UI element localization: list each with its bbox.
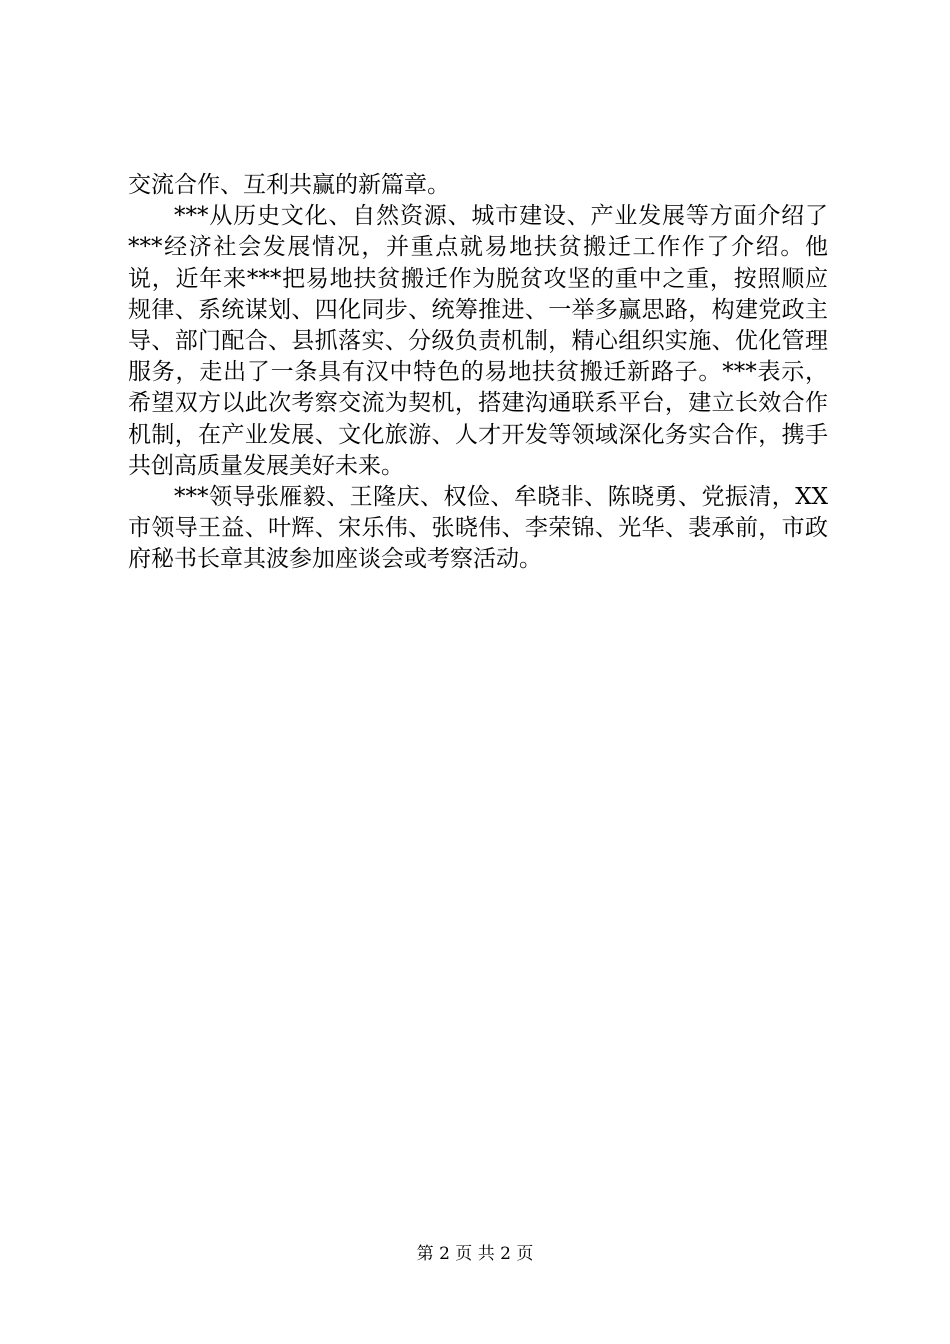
document-body [128, 170, 828, 576]
paragraph-introduction: ***从历史文化、自然资源、城市建设、产业发展等方面介绍了***经济社会发展情况，并重点就易地扶贫搬迁工作作了介绍。他说，近年来***把易地扶贫搬迁作为脱贫攻坚的重中之重，按照顺应规律、系统谋划、四化同步、统筹推进、一举多赢思路，构建党政主导、部门配合、县抓落实、分级负责机制，精心组织实施、优化管理服务，走出了一条具有汉中特色的易地扶贫搬迁新路子。***表示，希望双方以此次考察交流为契机，搭建沟通联系平台，建立长效合作机制，在产业发展、文化旅游、人才开发等领域深化务实合作，携手共创高质量发展美好未来。 [128, 203, 828, 479]
paragraph-continuation: 交流合作、互利共赢的新篇章。 [128, 172, 450, 198]
paragraph-attendees: ***领导张雁毅、王隆庆、权俭、牟晓非、陈晓勇、党振清，XX市领导王益、叶辉、宋乐伟、张晓伟、李荣锦、光华、裴承前，市政府秘书长章其波参加座谈会或考察活动。 [128, 484, 828, 573]
page-footer: 第 2 页 共 2 页 [416, 1244, 534, 1264]
